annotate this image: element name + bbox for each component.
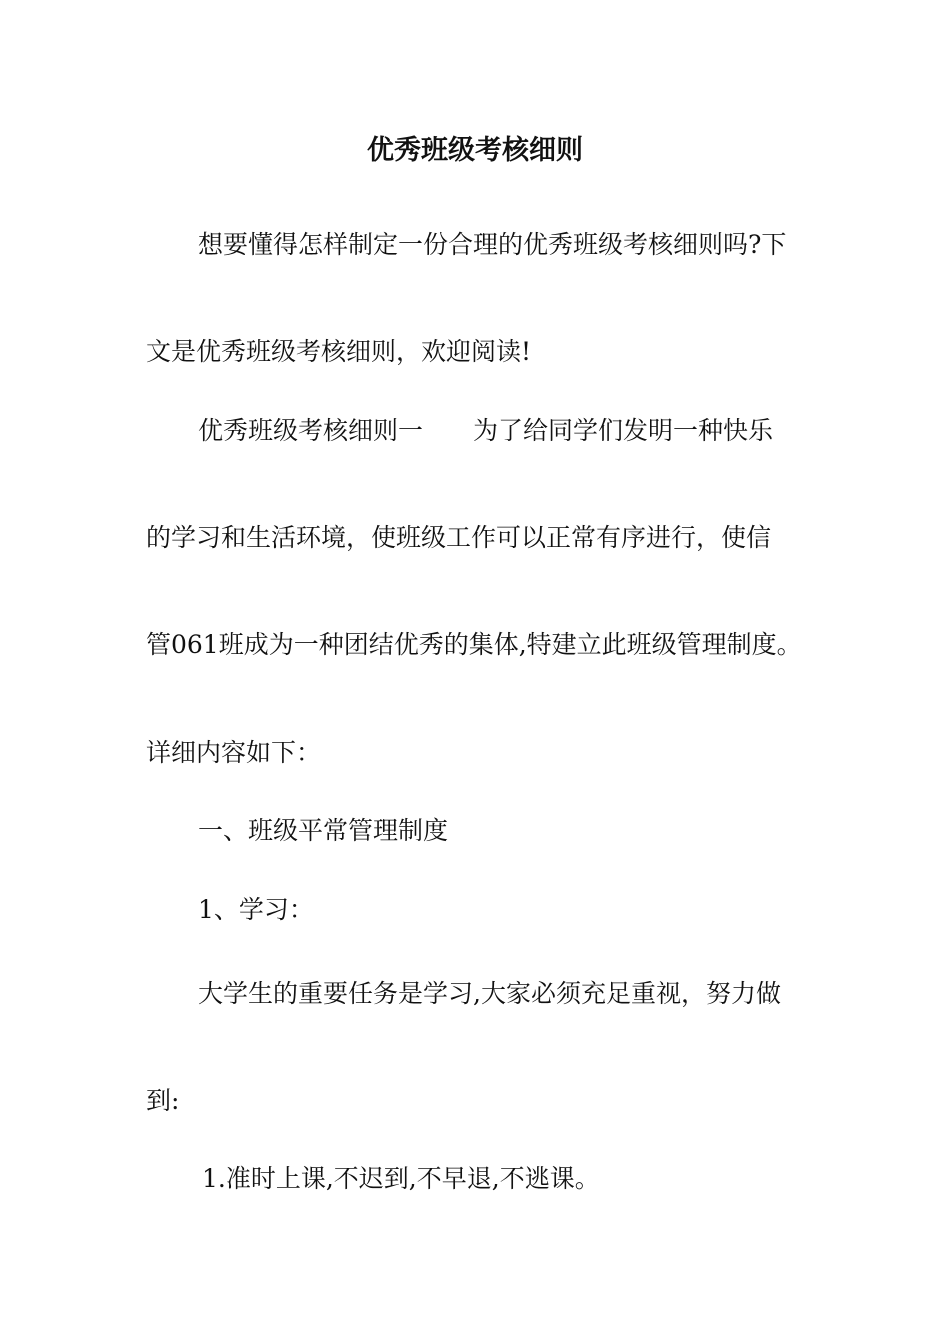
section-heading: 一、班级平常管理制度 xyxy=(198,816,449,845)
subsection-heading: 1、学习： xyxy=(198,895,314,924)
paragraph-line: 想要懂得怎样制定一份合理的优秀班级考核细则吗?下 xyxy=(198,230,787,259)
paragraph-line: 大学生的重要任务是学习,大家必须充足重视，努力做 xyxy=(198,979,781,1008)
paragraph-line: 优秀班级考核细则一 为了给同学们发明一种快乐 xyxy=(198,416,774,445)
paragraph-line: 文是优秀班级考核细则，欢迎阅读! xyxy=(146,337,532,366)
list-item: 1.准时上课,不迟到,不早退,不逃课。 xyxy=(202,1164,600,1193)
paragraph-line: 管061班成为一种团结优秀的集体,特建立此班级管理制度。 xyxy=(146,630,802,659)
paragraph-line: 详细内容如下： xyxy=(146,738,322,767)
paragraph-line: 的学习和生活环境，使班级工作可以正常有序进行，使信 xyxy=(146,523,772,552)
document-title: 优秀班级考核细则 xyxy=(367,135,583,166)
paragraph-line: 到: xyxy=(146,1086,180,1115)
